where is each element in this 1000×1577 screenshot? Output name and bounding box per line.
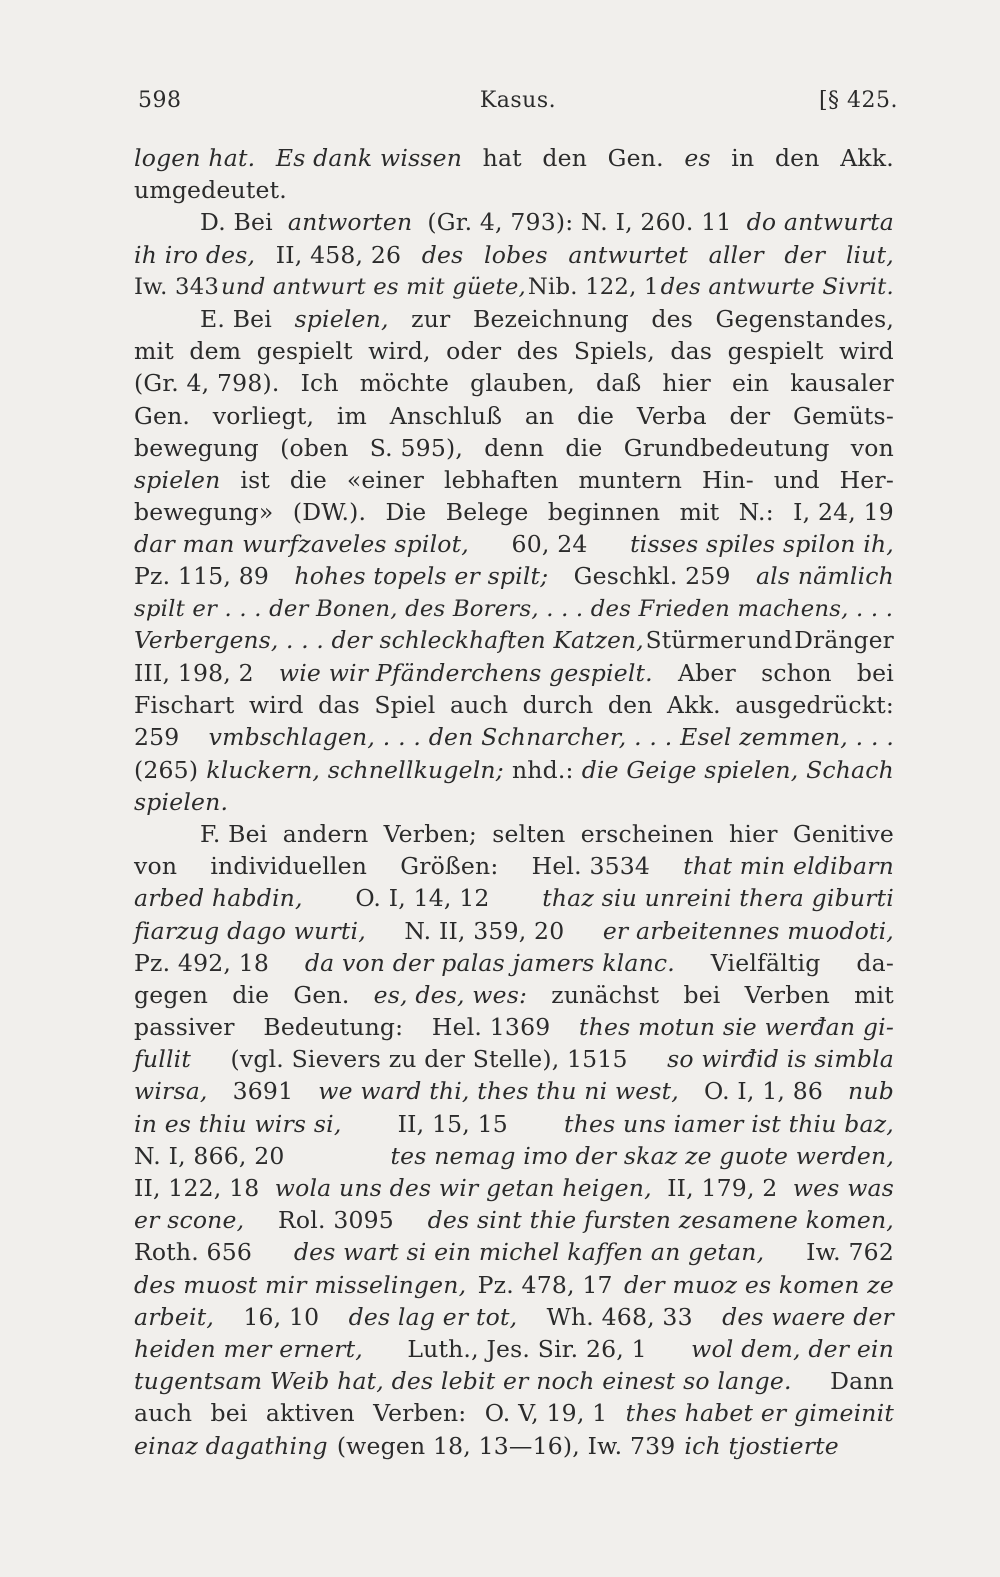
text-span: III, 198, 2 [134, 659, 254, 687]
text-span: erscheinen [580, 819, 714, 848]
text-span: wird [839, 337, 894, 366]
text-span: bewegung» [134, 498, 274, 527]
text-line [134, 1204, 894, 1236]
text-line [134, 1172, 894, 1204]
text-span: Grundbedeutung [623, 433, 830, 462]
italic-quote: wola uns des wir getan heigen, [274, 1174, 652, 1202]
text-span: Luth., Jes. Sir. 26, 1 [407, 1334, 647, 1363]
text-span: O. I, 1, 86 [703, 1077, 824, 1106]
text-span: schon [761, 659, 832, 687]
italic-quote: ih iro des, [134, 240, 256, 269]
text-span: Bedeutung: [263, 1013, 404, 1042]
text-span: Hel. 1369 [431, 1013, 551, 1042]
italic-quote: spielen, [294, 304, 389, 333]
text-span: von [134, 852, 178, 881]
text-span: individuellen [210, 852, 368, 881]
text-span: Pz. 492, 18 [134, 948, 270, 977]
text-span: ausgedrückt: [735, 691, 894, 720]
text-span: selten [492, 819, 566, 848]
text-span: Akk. [840, 144, 894, 172]
text-span: D. Bei [200, 208, 273, 237]
text-span: Spiels, [573, 337, 655, 366]
text-span: N. I, 866, 20 [134, 1141, 285, 1170]
text-span: kausaler [790, 369, 894, 398]
text-span: im [336, 401, 368, 430]
text-line [134, 915, 894, 947]
text-span: aktiven [265, 1399, 355, 1428]
text-span: dem [189, 337, 242, 366]
text-span: F. Bei [200, 819, 268, 848]
text-span: mit [679, 498, 720, 527]
text-span: Belege [445, 498, 529, 527]
text-span: Gemüts- [793, 401, 894, 430]
italic-quote: thes motun sie werđan gi- [579, 1013, 894, 1042]
text-line [134, 400, 894, 432]
body-text [134, 142, 894, 1462]
text-line [134, 1430, 894, 1462]
text-line [134, 1365, 894, 1397]
text-span: hier [662, 369, 711, 398]
text-span: der [729, 401, 771, 430]
text-span: Hin- [702, 465, 754, 494]
text-span: und [773, 465, 820, 494]
italic-quote: dar man wurfzaveles spilot, [134, 530, 469, 559]
text-span: Ich [300, 369, 339, 398]
italic-quote: do antwurta [746, 208, 894, 237]
text-span: gespielt [256, 337, 353, 366]
text-line [134, 625, 894, 657]
text-line [134, 560, 894, 592]
text-span: daß [596, 369, 642, 398]
italic-quote: des lag er tot, [348, 1302, 518, 1331]
text-span: (Gr. 4, 798). [134, 369, 280, 398]
italic-quote: fiarzug dago wurti, [134, 916, 366, 945]
text-span: gegen [134, 980, 209, 1009]
text-span: Aber [678, 659, 736, 687]
text-span: Fischart [134, 691, 235, 720]
text-span: Roth. 656 [134, 1238, 253, 1267]
text-span: Verben: [373, 1399, 467, 1428]
text-line [134, 496, 894, 528]
text-line [134, 1236, 894, 1268]
text-span: ist [240, 465, 270, 494]
text-span: I, 24, 19 [793, 498, 894, 527]
text-span: Anschluß [389, 401, 503, 430]
section-number: [§ 425. [818, 88, 898, 113]
text-span: E. Bei [200, 304, 272, 333]
text-span: umgedeutet. [134, 176, 287, 205]
text-span: des [516, 337, 559, 366]
text-span: Verben; [383, 819, 478, 848]
text-line [134, 239, 894, 271]
text-line [134, 174, 894, 206]
text-span: 3691 [232, 1077, 294, 1106]
text-span: Stürmer [645, 626, 746, 654]
text-span: durch [522, 691, 594, 720]
text-line [134, 1108, 894, 1140]
text-span: Gen. [607, 144, 664, 172]
text-span: den [774, 144, 820, 172]
text-span: mit [854, 980, 894, 1009]
text-span: S. 595), [369, 433, 464, 462]
text-span: (vgl. Sievers zu der Stelle), 1515 [230, 1045, 628, 1074]
italic-quote: Verbergens, . . . der schleckhaften Katzen, [134, 626, 644, 654]
chapter-title: Kasus. [479, 88, 557, 113]
text-span: zunächst [551, 980, 660, 1009]
text-line [134, 367, 894, 399]
page-number: 598 [138, 88, 182, 113]
text-span: (Gr. 4, 793): N. I, 260. 11 [427, 208, 732, 237]
text-span: (265) [134, 755, 199, 784]
text-span: Wh. 468, 33 [546, 1302, 693, 1331]
italic-quote: des sint thie fursten zesamene komen, [427, 1206, 894, 1235]
italic-quote: tisses spiles spilon ih, [630, 530, 894, 559]
text-span: wird, [368, 337, 431, 366]
italic-quote: er arbeitennes muodoti, [602, 916, 894, 945]
text-span: wird [248, 691, 304, 720]
text-span: Her- [839, 465, 894, 494]
italic-quote: thes habet er gimeinit [625, 1399, 894, 1428]
italic-quote: thaz siu unreini thera giburti [542, 884, 894, 913]
text-line [134, 850, 894, 882]
text-line [134, 593, 894, 625]
text-span: N. II, 359, 20 [404, 916, 565, 945]
italic-quote: arbed habdin, [134, 884, 303, 913]
text-span: denn [484, 433, 545, 462]
text-span: lebhaften [443, 465, 559, 494]
text-span: 259 [134, 723, 180, 752]
text-span: Verben [744, 980, 830, 1009]
text-span: das [670, 337, 713, 366]
text-line [134, 1333, 894, 1365]
text-span: bei [856, 659, 894, 687]
italic-quote: des wart si ein michel kaffen an getan, [293, 1238, 765, 1267]
italic-quote: in es thiu wirs si, [134, 1109, 342, 1138]
italic-quote: logen hat. [134, 144, 256, 172]
italic-quote: wol dem, der ein [691, 1334, 894, 1363]
text-span: O. I, 14, 12 [355, 884, 490, 913]
text-span: den [542, 144, 588, 172]
text-span: N.: [738, 498, 774, 527]
running-head [138, 88, 898, 118]
italic-quote: die Geige spielen, Schach [581, 755, 894, 784]
text-span: hier [729, 819, 778, 848]
text-span: da- [856, 948, 894, 977]
text-line [134, 464, 894, 496]
text-span: Nib. 122, 1 [527, 273, 659, 300]
text-line [134, 528, 894, 560]
text-line [134, 142, 894, 174]
italic-quote: spielen [134, 465, 221, 494]
text-line [134, 754, 894, 786]
text-span: «einer [346, 465, 425, 494]
text-span: oder [446, 337, 502, 366]
text-line [134, 689, 894, 721]
italic-quote: wes was [792, 1174, 894, 1202]
text-line [134, 947, 894, 979]
text-span: mit [134, 337, 174, 366]
italic-quote: spielen. [134, 787, 229, 816]
italic-quote: kluckern, schnellkugeln; [206, 755, 504, 784]
text-span: gespielt [727, 337, 824, 366]
italic-quote: liut, [845, 240, 894, 269]
text-span: Pz. 115, 89 [134, 562, 270, 591]
italic-quote: ich tjostierte [684, 1431, 839, 1460]
text-span: Gen. [134, 401, 191, 430]
text-line [134, 1269, 894, 1301]
italic-quote: fullit [134, 1045, 192, 1074]
text-span: Größen: [400, 852, 499, 881]
text-line [134, 1043, 894, 1075]
italic-quote: er scone, [134, 1206, 245, 1235]
text-span: von [850, 433, 894, 462]
italic-quote: des waere der [722, 1302, 894, 1331]
text-line [134, 979, 894, 1011]
text-span: möchte [359, 369, 450, 398]
text-span: Verba [636, 401, 707, 430]
text-span: Rol. 3095 [278, 1206, 394, 1235]
text-span: bei [683, 980, 721, 1009]
italic-quote: vmbschlagen, . . . den Schnarcher, . . . Esel zemmen, . . . [208, 723, 894, 752]
text-span: die [232, 980, 270, 1009]
text-line [134, 206, 894, 238]
text-span: II, 15, 15 [397, 1109, 508, 1138]
text-span: und [747, 626, 793, 654]
text-line [134, 786, 894, 818]
text-span: die [577, 401, 615, 430]
text-span: Spiel [374, 691, 436, 720]
text-line [134, 657, 894, 689]
italic-quote: des [421, 240, 464, 269]
text-span: passiver [134, 1013, 235, 1042]
text-span: glauben, [470, 369, 575, 398]
text-span: Iw. 762 [806, 1238, 894, 1267]
text-span: das [318, 691, 360, 720]
text-span: in [731, 144, 755, 172]
text-span: Genitive [792, 819, 894, 848]
text-span: II, 458, 26 [275, 240, 402, 269]
text-span: Hel. 3534 [531, 852, 651, 881]
text-span: des [651, 304, 694, 333]
text-span: Geschkl. 259 [573, 562, 731, 591]
text-span: bei [210, 1399, 248, 1428]
italic-quote: hohes topels er spilt; [294, 562, 549, 591]
italic-quote: that min eldibarn [683, 852, 894, 881]
text-span: Dann [830, 1367, 894, 1396]
text-span: nhd.: [511, 755, 574, 784]
text-span: die [565, 433, 603, 462]
text-line [134, 1301, 894, 1333]
italic-quote: spilt er . . . der Bonen, des Borers, . . . des Frieden machens, . . . [134, 595, 894, 622]
text-span: 16, 10 [243, 1302, 320, 1331]
italic-quote: arbeit, [134, 1302, 215, 1331]
text-line [134, 882, 894, 914]
text-line [134, 1140, 894, 1172]
text-span: Iw. 343 [134, 273, 220, 300]
text-span: Akk. [667, 691, 721, 720]
text-line [134, 303, 894, 335]
italic-quote: es, des, wes: [373, 980, 528, 1009]
text-span: II, 122, 18 [134, 1174, 260, 1202]
italic-quote: einaz dagathing [134, 1431, 328, 1460]
italic-quote: so wirđid is simbla [667, 1045, 894, 1074]
text-line [134, 721, 894, 753]
text-span: auch [134, 1399, 193, 1428]
italic-quote: we ward thi, thes thu ni west, [318, 1077, 679, 1106]
text-span: Gen. [293, 980, 350, 1009]
italic-quote: thes uns iamer ist thiu baz, [564, 1109, 894, 1138]
italic-quote: der muoz es komen ze [624, 1270, 894, 1299]
text-line [134, 1075, 894, 1107]
text-span: (oben [280, 433, 349, 462]
text-line [134, 1011, 894, 1043]
text-span: muntern [578, 465, 683, 494]
italic-quote: antworten [287, 208, 413, 237]
italic-quote: lobes [484, 240, 548, 269]
text-span: die [289, 465, 327, 494]
italic-quote: Es dank wissen [275, 144, 463, 172]
text-line [134, 432, 894, 464]
text-span: den [607, 691, 653, 720]
italic-quote: wirsa, [134, 1077, 208, 1106]
text-span: (DW.). [292, 498, 367, 527]
italic-quote: als nämlich [755, 562, 894, 591]
text-span: ein [732, 369, 770, 398]
italic-quote: und antwurt es mit güete, [220, 273, 526, 300]
text-span: 60, 24 [511, 530, 588, 559]
italic-quote: tes nemag imo der skaz ze guote werden, [390, 1141, 894, 1170]
italic-quote: tugentsam Weib hat, des lebit er noch einest so lange. [134, 1367, 792, 1396]
italic-quote: antwurtet [568, 240, 688, 269]
text-line [134, 271, 894, 303]
text-span: Pz. 478, 17 [477, 1270, 613, 1299]
text-span: Die [385, 498, 427, 527]
italic-quote: da von der palas jamers klanc. [304, 948, 675, 977]
text-span: II, 179, 2 [667, 1174, 778, 1202]
text-line [134, 1397, 894, 1429]
italic-quote: des antwurte Sivrit. [660, 273, 894, 300]
text-span: Dränger [794, 626, 894, 654]
italic-quote: es [684, 144, 711, 172]
italic-quote: wie wir Pfänderchens gespielt. [278, 659, 653, 687]
text-line [134, 335, 894, 367]
text-span: hat [482, 144, 522, 172]
text-span: vorliegt, [212, 401, 315, 430]
italic-quote: der [784, 240, 826, 269]
text-line [134, 818, 894, 850]
italic-quote: nub [848, 1077, 894, 1106]
text-span: bewegung [134, 433, 259, 462]
text-span: auch [449, 691, 509, 720]
text-span: beginnen [547, 498, 661, 527]
text-span: zur [411, 304, 451, 333]
text-span: (wegen 18, 13—16), Iw. 739 [336, 1431, 676, 1460]
text-span: Vielfältig [710, 948, 821, 977]
italic-quote: aller [708, 240, 764, 269]
text-span: andern [282, 819, 369, 848]
text-span: Bezeichnung [472, 304, 629, 333]
text-span: O. V, 19, 1 [484, 1399, 608, 1428]
text-span: Gegenstandes, [715, 304, 894, 333]
italic-quote: heiden mer ernert, [134, 1334, 363, 1363]
text-span: an [524, 401, 555, 430]
italic-quote: des muost mir misselingen, [134, 1270, 467, 1299]
